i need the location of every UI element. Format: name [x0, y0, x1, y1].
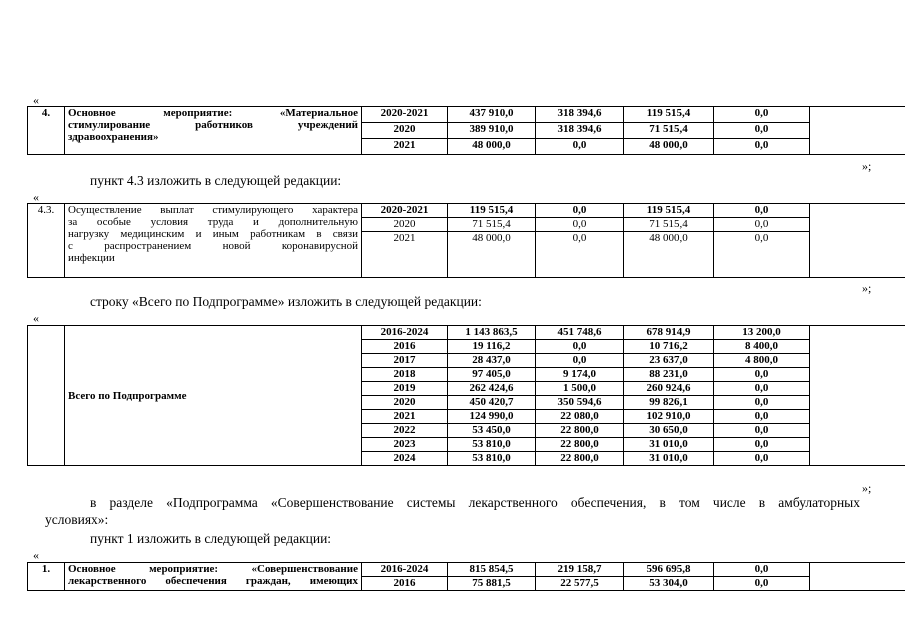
- funding-cell: 48 000,0: [624, 139, 714, 155]
- funding-cell: 99 826,1: [624, 396, 714, 410]
- funding-cell: 22 800,0: [536, 438, 624, 452]
- measure-description: Основное мероприятие: «Материальное стимулирование работников учреждений здравоохранения»: [65, 107, 362, 155]
- total-cell: 262 424,6: [448, 382, 536, 396]
- funding-cell: 0,0: [536, 218, 624, 232]
- paragraph-section-drug-supply: в разделе «Подпрограмма «Совершенствование системы лекарственного обеспечения, в том числе в амбулаторных условиях»:: [45, 495, 860, 527]
- close-quote: »;: [862, 159, 872, 173]
- funding-cell: 260 924,6: [624, 382, 714, 396]
- funding-cell: 678 914,9: [624, 326, 714, 340]
- paragraph-total-row: строку «Всего по Подпрограмме» изложить в следующей редакции:: [90, 294, 482, 309]
- funding-cell: 48 000,0: [624, 232, 714, 278]
- funding-cell: 22 800,0: [536, 452, 624, 466]
- funding-cell: 318 394,6: [536, 107, 624, 123]
- total-cell: 75 881,5: [448, 577, 536, 591]
- total-cell: 53 810,0: [448, 452, 536, 466]
- funding-cell: 0,0: [714, 368, 810, 382]
- funding-cell: 4 800,0: [714, 354, 810, 368]
- row-number: 1.: [28, 563, 65, 591]
- total-cell: 28 437,0: [448, 354, 536, 368]
- funding-cell: 0,0: [714, 139, 810, 155]
- total-cell: 389 910,0: [448, 123, 536, 139]
- table-section-1: [27, 106, 905, 155]
- funding-cell: 451 748,6: [536, 326, 624, 340]
- funding-cell: 53 304,0: [624, 577, 714, 591]
- funding-cell: 219 158,7: [536, 563, 624, 577]
- funding-cell: 0,0: [714, 563, 810, 577]
- funding-cell: 0,0: [714, 424, 810, 438]
- total-cell: 71 515,4: [448, 218, 536, 232]
- funding-cell: 0,0: [714, 382, 810, 396]
- paragraph-point-1: пункт 1 изложить в следующей редакции:: [90, 531, 332, 546]
- period-cell: 2023: [362, 438, 448, 452]
- total-cell: 450 420,7: [448, 396, 536, 410]
- open-quote: «: [33, 190, 39, 204]
- period-cell: 2020-2021: [362, 107, 448, 123]
- total-cell: 97 405,0: [448, 368, 536, 382]
- funding-cell: 0,0: [536, 204, 624, 218]
- funding-cell: 318 394,6: [536, 123, 624, 139]
- period-cell: 2021: [362, 139, 448, 155]
- total-cell: 48 000,0: [448, 139, 536, 155]
- funding-cell: 0,0: [714, 452, 810, 466]
- funding-cell: 0,0: [536, 354, 624, 368]
- empty-cell: [810, 326, 905, 466]
- total-cell: 437 910,0: [448, 107, 536, 123]
- funding-cell: 10 716,2: [624, 340, 714, 354]
- funding-cell: 23 637,0: [624, 354, 714, 368]
- table-section-4-3: [27, 203, 905, 278]
- empty-cell: [810, 204, 905, 278]
- table-subprogram-total: [27, 325, 905, 466]
- total-cell: 815 854,5: [448, 563, 536, 577]
- period-cell: 2018: [362, 368, 448, 382]
- period-cell: 2022: [362, 424, 448, 438]
- total-cell: 53 450,0: [448, 424, 536, 438]
- measure-description: Основное мероприятие: «Совершенствование лекарственного обеспечения граждан, имеющих: [65, 563, 362, 591]
- funding-cell: 596 695,8: [624, 563, 714, 577]
- open-quote: «: [33, 311, 39, 325]
- close-quote: »;: [862, 481, 872, 495]
- subprogram-total-label: Всего по Подпрограмме: [65, 326, 362, 466]
- period-cell: 2016: [362, 340, 448, 354]
- funding-cell: 71 515,4: [624, 218, 714, 232]
- period-cell: 2020: [362, 218, 448, 232]
- total-cell: 1 143 863,5: [448, 326, 536, 340]
- period-cell: 2019: [362, 382, 448, 396]
- empty-cell: [810, 563, 905, 591]
- total-cell: 48 000,0: [448, 232, 536, 278]
- funding-cell: 0,0: [714, 123, 810, 139]
- funding-cell: 71 515,4: [624, 123, 714, 139]
- empty-cell: [28, 326, 65, 466]
- funding-cell: 0,0: [536, 232, 624, 278]
- period-cell: 2016: [362, 577, 448, 591]
- funding-cell: 88 231,0: [624, 368, 714, 382]
- period-cell: 2017: [362, 354, 448, 368]
- total-cell: 53 810,0: [448, 438, 536, 452]
- period-cell: 2016-2024: [362, 563, 448, 577]
- funding-cell: 0,0: [536, 139, 624, 155]
- funding-cell: 0,0: [536, 340, 624, 354]
- period-cell: 2024: [362, 452, 448, 466]
- total-cell: 119 515,4: [448, 204, 536, 218]
- funding-cell: 1 500,0: [536, 382, 624, 396]
- funding-cell: 119 515,4: [624, 107, 714, 123]
- funding-cell: 350 594,6: [536, 396, 624, 410]
- funding-cell: 0,0: [714, 396, 810, 410]
- period-cell: 2021: [362, 410, 448, 424]
- total-cell: 19 116,2: [448, 340, 536, 354]
- total-cell: 124 990,0: [448, 410, 536, 424]
- funding-cell: 30 650,0: [624, 424, 714, 438]
- open-quote: «: [33, 548, 39, 562]
- funding-cell: 22 577,5: [536, 577, 624, 591]
- funding-cell: 31 010,0: [624, 438, 714, 452]
- funding-cell: 119 515,4: [624, 204, 714, 218]
- funding-cell: 0,0: [714, 204, 810, 218]
- row-number: 4.: [28, 107, 65, 155]
- funding-cell: 9 174,0: [536, 368, 624, 382]
- close-quote: »;: [862, 281, 872, 295]
- funding-cell: 0,0: [714, 107, 810, 123]
- table-point-1: [27, 562, 905, 591]
- measure-description: Осуществление выплат стимулирующего характера за особые условия труда и дополнительную нагрузку медицинским и иным работникам в связи с распространением новой коронавирусной инфекции: [65, 204, 362, 278]
- funding-cell: 102 910,0: [624, 410, 714, 424]
- funding-cell: 22 800,0: [536, 424, 624, 438]
- period-cell: 2020: [362, 123, 448, 139]
- period-cell: 2016-2024: [362, 326, 448, 340]
- period-cell: 2020: [362, 396, 448, 410]
- period-cell: 2020-2021: [362, 204, 448, 218]
- paragraph-point-4-3: пункт 4.3 изложить в следующей редакции:: [90, 173, 342, 188]
- open-quote: «: [33, 93, 39, 107]
- funding-cell: 8 400,0: [714, 340, 810, 354]
- funding-cell: 31 010,0: [624, 452, 714, 466]
- funding-cell: 0,0: [714, 232, 810, 278]
- funding-cell: 0,0: [714, 218, 810, 232]
- funding-cell: 0,0: [714, 577, 810, 591]
- funding-cell: 0,0: [714, 438, 810, 452]
- funding-cell: 0,0: [714, 410, 810, 424]
- funding-cell: 22 080,0: [536, 410, 624, 424]
- period-cell: 2021: [362, 232, 448, 278]
- funding-cell: 13 200,0: [714, 326, 810, 340]
- empty-cell: [810, 107, 905, 155]
- row-number: 4.3.: [28, 204, 65, 278]
